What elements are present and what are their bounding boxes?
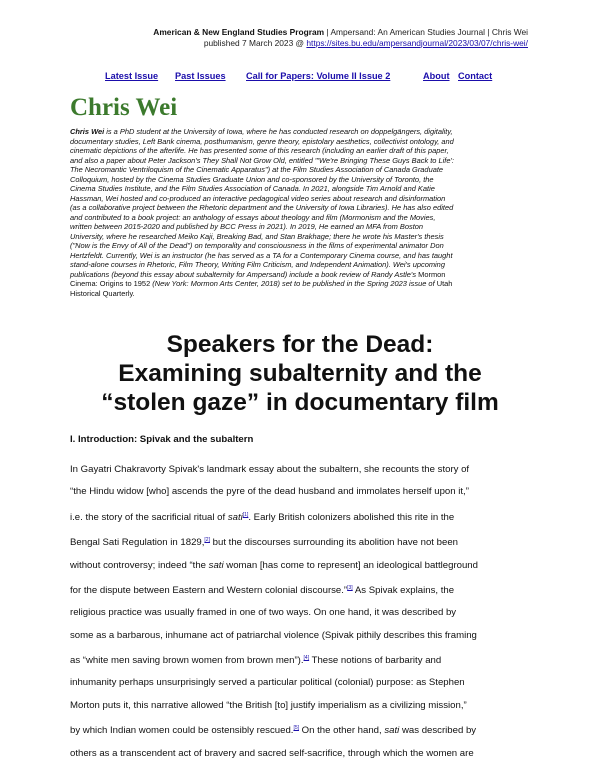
published-date: published 7 March 2023 @ bbox=[203, 37, 307, 48]
body-text: for the dispute between Eastern and Western colonial discourse.” bbox=[70, 585, 348, 597]
body-text: was described by bbox=[399, 725, 477, 737]
bio-line bbox=[70, 279, 540, 289]
bio-journal-title: Utah bbox=[436, 279, 453, 288]
body-text: by which Indian women could be ostensibly rescued. bbox=[70, 725, 294, 737]
body-text: without controversy; indeed “the bbox=[70, 559, 209, 571]
body-line bbox=[70, 717, 540, 742]
nav-about[interactable]: About bbox=[423, 71, 450, 81]
nav-contact[interactable]: Contact bbox=[458, 71, 493, 81]
body-text: . Early British colonizers abolished this rite in the bbox=[248, 511, 455, 523]
bio-text: publications (beyond this essay about subalternity for Ampersand) include a book review of Randy Astle's bbox=[70, 269, 419, 279]
body-line bbox=[70, 504, 540, 529]
body-line: In Gayatri Chakravorty Spivak's landmark essay about the subaltern, she recounts the story of bbox=[70, 464, 470, 475]
bio-line: cinematic depictions of the afterlife. He has presented some of this research (including an earlier draft of this paper, bbox=[70, 146, 449, 155]
bio-text: is a PhD student at the University of Iowa, where he has conducted research on doppelgängers, digitality, bbox=[104, 127, 453, 136]
body-line: some as a barbarous, inhumane act of patriarchal violence (Spivak pithily describes this framing bbox=[70, 629, 477, 641]
bio-line: (as a collaborative project between the Rhetoric department and the University of Iowa Libraries). He has also edited bbox=[70, 203, 454, 212]
bio-line: ("Now is the Envy of All of the Dead") on temporality and consciousness in the films of experimental animator Don bbox=[70, 241, 444, 250]
bio-line: written between 2015-2020 and published by BCC Press in 2021). In 2019, He earned an MFA from Boston bbox=[70, 222, 424, 231]
body-line bbox=[70, 647, 540, 672]
bio-line: Hertzfeldt. Currently, Wei is an instructor (he has served as a TA for a Contemporary Cinema course, and has taught bbox=[70, 250, 453, 260]
bio-book-title: Cinema: Origins to 1952 bbox=[70, 279, 151, 288]
title-line-2: Examining subalternity and the bbox=[118, 360, 482, 387]
bio-line: University, where he researched Meiko Kaji, Breaking Bad, and Stan Brakhage; there he wrote his Master's thesis bbox=[70, 231, 444, 241]
body-line: inhumanity perhaps unsurprisingly served a particular political (colonial) purpose: as Stephen bbox=[70, 677, 465, 689]
body-text: as “white men saving brown women from brown men”). bbox=[70, 655, 304, 667]
title-line-1: Speakers for the Dead: bbox=[166, 331, 434, 358]
body-text: i.e. the story of the sacrificial ritual of bbox=[70, 511, 228, 523]
body-line bbox=[70, 529, 540, 554]
bio-line: Colloquium, hosted by the Cinema Studies Graduate Union and co-sponsored by the University of Toronto, the bbox=[70, 174, 434, 184]
footnote-link[interactable]: [4] bbox=[303, 654, 310, 661]
bio-text: (New York: Mormon Arts Center, 2018) set to be published in the Spring 2023 issue of bbox=[150, 279, 437, 288]
body-italic: sati bbox=[227, 511, 243, 523]
article-url-link[interactable]: https://sites.bu.edu/ampersandjournal/2023/03/07/chris-wei/ bbox=[306, 37, 528, 48]
author-bio bbox=[70, 127, 540, 298]
body-line: others as a transcendent act of bravery and sacred self-sacrifice, through which the women are bbox=[70, 747, 474, 759]
nav-call-for-papers[interactable]: Call for Papers: Volume II Issue 2 bbox=[246, 71, 391, 81]
bio-line: and contributed to a book project: an anthology of essays about theology and film (Mormonism and the Movies, bbox=[70, 212, 436, 222]
body-text: These notions of barbarity and bbox=[309, 655, 442, 667]
header-line-2 bbox=[68, 38, 528, 49]
bio-line: documentary studies, Left Bank cinema, posthumanism, genre theory, epistolary aesthetics, collectivist ontology, and bbox=[70, 136, 454, 146]
body-text: As Spivak explains, the bbox=[352, 585, 455, 597]
body-line: religious practice was usually framed in one of two ways. On one hand, it was described by bbox=[70, 607, 457, 619]
article-body bbox=[70, 459, 540, 765]
section-heading: I. Introduction: Spivak and the subaltern bbox=[70, 434, 254, 445]
nav-past-issues[interactable]: Past Issues bbox=[175, 71, 226, 81]
body-line bbox=[70, 555, 540, 577]
footnote-link[interactable]: [5] bbox=[293, 725, 300, 732]
footnote-link[interactable]: [3] bbox=[347, 584, 353, 591]
body-text: woman [has come to represent] an ideological battleground bbox=[223, 559, 478, 571]
nav-latest-issue[interactable]: Latest Issue bbox=[105, 71, 159, 81]
title-line-3: “stolen gaze” in documentary film bbox=[101, 389, 499, 416]
body-text: Bengal Sati Regulation in 1829, bbox=[70, 537, 205, 549]
page-header bbox=[68, 27, 528, 48]
body-text: but the discourses surrounding its abolition have not been bbox=[209, 537, 458, 549]
article-title bbox=[60, 330, 540, 417]
journal-name: | Ampersand: An American Studies Journal | Chris Wei bbox=[324, 27, 528, 37]
bio-line: and also a paper about Peter Jackson's They Shall Not Grow Old, entitled "'We're Bringing These Guys Back to Life': bbox=[70, 155, 454, 165]
body-italic: sati bbox=[208, 559, 224, 571]
author-heading: Chris Wei bbox=[70, 94, 178, 121]
body-line bbox=[70, 577, 540, 602]
program-name: American & New England Studies Program bbox=[153, 27, 325, 37]
header-line-1 bbox=[68, 27, 528, 38]
bio-line: stand-alone courses in Rhetoric, Film Theory, Writing Film Criticism, and Independent Animation). Wei's upcoming bbox=[70, 260, 445, 269]
bio-line: Hassman, Wei hosted and co-produced an interactive pedagogical video series about research and disinformation bbox=[70, 193, 446, 203]
body-line: “the Hindu widow [who] ascends the pyre of the dead husband and immolates herself upon it,” bbox=[70, 486, 469, 498]
bio-line: The Necromantic Ventriloquism of the Cinematic Apparatus") at the Film Studies Association of Canada Graduate bbox=[70, 165, 444, 174]
bio-line: Historical Quarterly. bbox=[70, 288, 135, 298]
footnote-link[interactable]: [1] bbox=[242, 511, 249, 518]
bio-line bbox=[70, 127, 540, 137]
bio-line bbox=[70, 270, 540, 280]
body-line: Morton puts it, this narrative allowed “the British [to] justify imperialism as a civilizing mission,” bbox=[70, 699, 467, 711]
body-italic: sati bbox=[384, 725, 400, 737]
footnote-link[interactable]: [2] bbox=[204, 537, 210, 544]
body-text: On the other hand, bbox=[299, 725, 385, 737]
bio-line: Cinema Studies Institute, and the Film Studies Association of Canada. In 2021, alongside Tim Arnold and Katie bbox=[70, 184, 435, 193]
bio-book-title: Mormon bbox=[418, 269, 446, 279]
bio-author-name: Chris Wei bbox=[70, 127, 105, 136]
